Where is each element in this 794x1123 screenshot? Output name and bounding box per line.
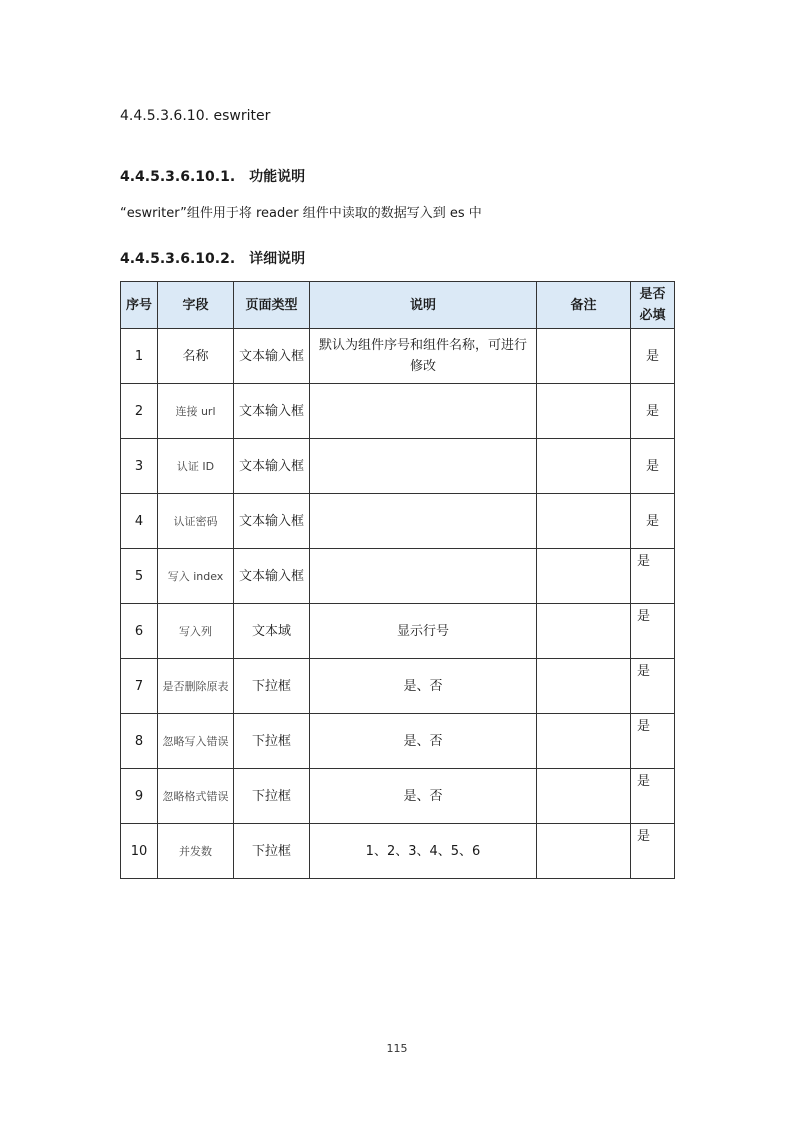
row-required: 是 <box>631 384 675 439</box>
row-description <box>310 384 537 439</box>
function-description-heading <box>120 166 305 186</box>
row-required: 是 <box>631 329 675 384</box>
table-row <box>121 329 675 384</box>
heading-title: 功能说明 <box>249 169 306 185</box>
row-index: 4 <box>121 494 158 549</box>
row-required: 是 <box>631 549 675 604</box>
row-index: 8 <box>121 714 158 769</box>
table-row <box>121 769 675 824</box>
row-page-type: 文本输入框 <box>234 384 310 439</box>
row-remark <box>537 824 631 879</box>
heading-title: 详细说明 <box>249 251 306 267</box>
header-description: 说明 <box>310 282 537 329</box>
row-index: 7 <box>121 659 158 714</box>
row-required: 是 <box>631 439 675 494</box>
header-page-type: 页面类型 <box>234 282 310 329</box>
row-page-type: 下拉框 <box>234 714 310 769</box>
header-index: 序号 <box>121 282 158 329</box>
row-page-type: 下拉框 <box>234 769 310 824</box>
row-index: 2 <box>121 384 158 439</box>
row-index: 10 <box>121 824 158 879</box>
row-field: 写入 index <box>158 549 234 604</box>
function-description-text: “eswriter”组件用于将 reader 组件中读取的数据写入到 es 中 <box>120 206 482 221</box>
row-description: 是、否 <box>310 714 537 769</box>
row-index: 1 <box>121 329 158 384</box>
row-remark <box>537 714 631 769</box>
row-page-type: 下拉框 <box>234 824 310 879</box>
row-required: 是 <box>631 604 675 659</box>
row-field: 连接 url <box>158 384 234 439</box>
row-remark <box>537 769 631 824</box>
row-required: 是 <box>631 769 675 824</box>
header-required: 是否必填 <box>631 282 675 329</box>
header-remark: 备注 <box>537 282 631 329</box>
row-description <box>310 439 537 494</box>
row-remark <box>537 659 631 714</box>
row-description: 是、否 <box>310 769 537 824</box>
row-remark <box>537 549 631 604</box>
row-field: 忽略格式错误 <box>158 769 234 824</box>
row-description: 显示行号 <box>310 604 537 659</box>
table-row <box>121 549 675 604</box>
row-field: 并发数 <box>158 824 234 879</box>
row-required: 是 <box>631 494 675 549</box>
row-page-type: 文本域 <box>234 604 310 659</box>
row-remark <box>537 439 631 494</box>
table-header-row <box>121 282 675 329</box>
row-remark <box>537 494 631 549</box>
row-field: 忽略写入错误 <box>158 714 234 769</box>
row-remark <box>537 329 631 384</box>
table-row <box>121 494 675 549</box>
row-field: 写入列 <box>158 604 234 659</box>
row-required: 是 <box>631 659 675 714</box>
row-index: 3 <box>121 439 158 494</box>
row-page-type: 文本输入框 <box>234 494 310 549</box>
row-page-type: 下拉框 <box>234 659 310 714</box>
row-field: 认证密码 <box>158 494 234 549</box>
table-row <box>121 604 675 659</box>
field-spec-table <box>120 281 675 879</box>
header-field: 字段 <box>158 282 234 329</box>
row-page-type: 文本输入框 <box>234 439 310 494</box>
table-row <box>121 824 675 879</box>
row-description: 默认为组件序号和组件名称，可进行修改 <box>310 329 537 384</box>
section-heading: 4.4.5.3.6.10. eswriter <box>120 108 271 124</box>
heading-number: 4.4.5.3.6.10.2. <box>120 251 236 267</box>
row-remark <box>537 604 631 659</box>
row-field: 名称 <box>158 329 234 384</box>
row-description <box>310 494 537 549</box>
row-page-type: 文本输入框 <box>234 329 310 384</box>
row-field: 认证 ID <box>158 439 234 494</box>
table-row <box>121 714 675 769</box>
row-description: 是、否 <box>310 659 537 714</box>
table-row <box>121 384 675 439</box>
detail-description-heading <box>120 248 305 268</box>
table-row <box>121 439 675 494</box>
row-description: 1、2、3、4、5、6 <box>310 824 537 879</box>
table-row <box>121 659 675 714</box>
row-index: 5 <box>121 549 158 604</box>
row-page-type: 文本输入框 <box>234 549 310 604</box>
row-index: 9 <box>121 769 158 824</box>
row-field: 是否删除原表 <box>158 659 234 714</box>
row-required: 是 <box>631 824 675 879</box>
row-required: 是 <box>631 714 675 769</box>
row-remark <box>537 384 631 439</box>
row-description <box>310 549 537 604</box>
page-number: 115 <box>386 1042 408 1055</box>
heading-number: 4.4.5.3.6.10.1. <box>120 169 236 185</box>
row-index: 6 <box>121 604 158 659</box>
